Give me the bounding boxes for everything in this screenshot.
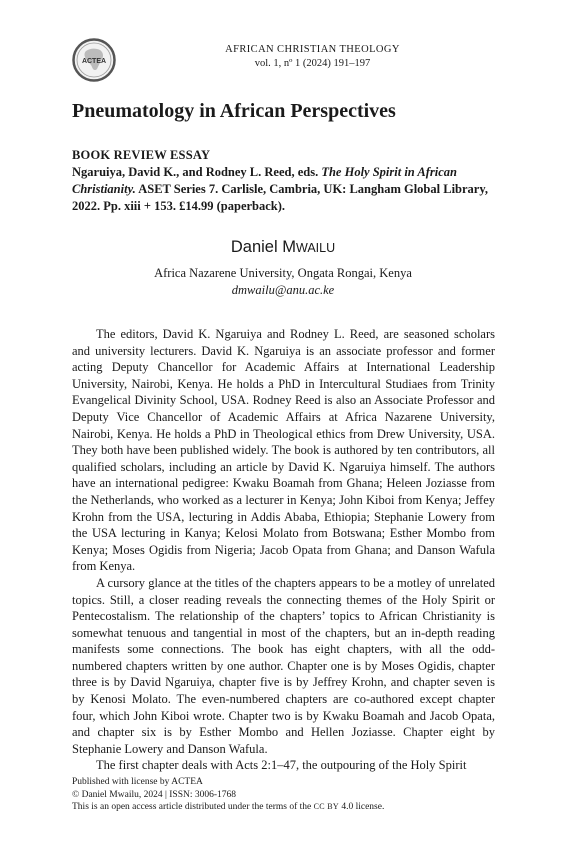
essay-label: BOOK REVIEW ESSAY [72,148,211,162]
author-last-name: MWAILU [282,238,336,256]
body-paragraph: The editors, David K. Ngaruiya and Rodney L. Reed, are seasoned scholars and university lecturers. David K. Ngaruiya is an associate professor and former acting Deputy Chancellor for Academic Affairs at International Leadership University, Nairobi, Kenya. He holds a PhD in Intercultural Studiaes from Trinity Evangelical Divinity School, USA. Rodney Reed is also an Associate Professor and Deputy Vice Chancellor of Academic Affairs at Africa Nazarene University, Nairobi, Kenya. He holds a PhD in Theological ethics from Drew University, USA. They both have been published widely. The book is authored by ten contributors, all qualified scholars, including an article by David K. Ngaruiya himself. The authors have an international pedigree: Kwaku Boamah from Ghana; Heleen Joziasse from the Netherlands, who worked as a lecturer in Kenya; John Kiboi from Kenya; Jeffey Krohn from the USA, lecturing in Addis Ababa, Ethiopia; Stephanie Lowery from the USA lecturing in Kanya; Kelosi Molato from Botswana; Esther Mombo from Kenya; Moses Ogidis from Nigeria; Jacob Opata from Ghana; and Danson Wafula from Kenya. [72,327,495,574]
footer-copyright: © Daniel Mwailu, 2024 | ISSN: 3006-1768 [72,789,237,800]
footer-publisher: Published with license by ACTEA [72,777,203,787]
svg-text:ACTEA: ACTEA [81,58,107,65]
author-first-name: Daniel [230,238,278,256]
article-body [72,326,495,774]
license-badge[interactable]: CC BY [313,802,339,811]
citation-authors: Ngaruiya, David K., and Rodney L. Reed, eds. [72,165,319,179]
license-footer [72,776,492,814]
author-name [0,238,566,257]
journal-name: AFRICAN CHRISTIAN THEOLOGY [225,44,400,55]
author-affiliation: Africa Nazarene University, Ongata Rongai, Kenya [154,266,412,280]
body-paragraph: A cursory glance at the titles of the chapters appears to be a motley of unrelated topics. Still, a closer reading reveals the connecting themes of the Holy Spirit or Pentecostalism. The relationship of the chapters’ topics to African Christianity is somewhat tenuous and tangential in most of the chapters, but an in-depth reading manifests some connections. The book has eight chapters, with all the odd-numbered chapters written by one author. Chapter one is by Moses Ogidis, chapter three is by David Ngaruiya, chapter five is by Jeffrey Krohn, and chapter seven is by Kenosi Molato. The even-numbered chapters are co-authored except chapter four, which John Kiboi wrote. Chapter two is by Kwaku Boamah and Jacob Opata, and chapter six is by Esther Mombo and Hellen Joziasse. Chapter eight by Stephanie Lowery and Danson Wafula. [72,575,495,756]
author-email[interactable]: dmwailu@anu.ac.ke [231,283,335,297]
article-title: Pneumatology in African Perspectives [72,100,396,122]
book-citation [72,164,502,215]
actea-logo [72,38,116,82]
footer-license [72,801,492,814]
citation-book-title: The Holy Spirit in African Christianity. [72,165,458,196]
footer-license-text: This is an open access article distributed under the terms of the [72,802,312,812]
citation-publication: ASET Series 7. Carlisle, Cambria, UK: Langham Global Library, 2022. Pp. xiii + 153. £14.99 (paperback). [72,182,489,213]
body-paragraph: The first chapter deals with Acts 2:1–47, the outpouring of the Holy Spirit [96,758,467,773]
journal-issue: vol. 1, nº 1 (2024) 191–197 [254,58,371,69]
footer-license-version: 4.0 license. [341,802,385,812]
